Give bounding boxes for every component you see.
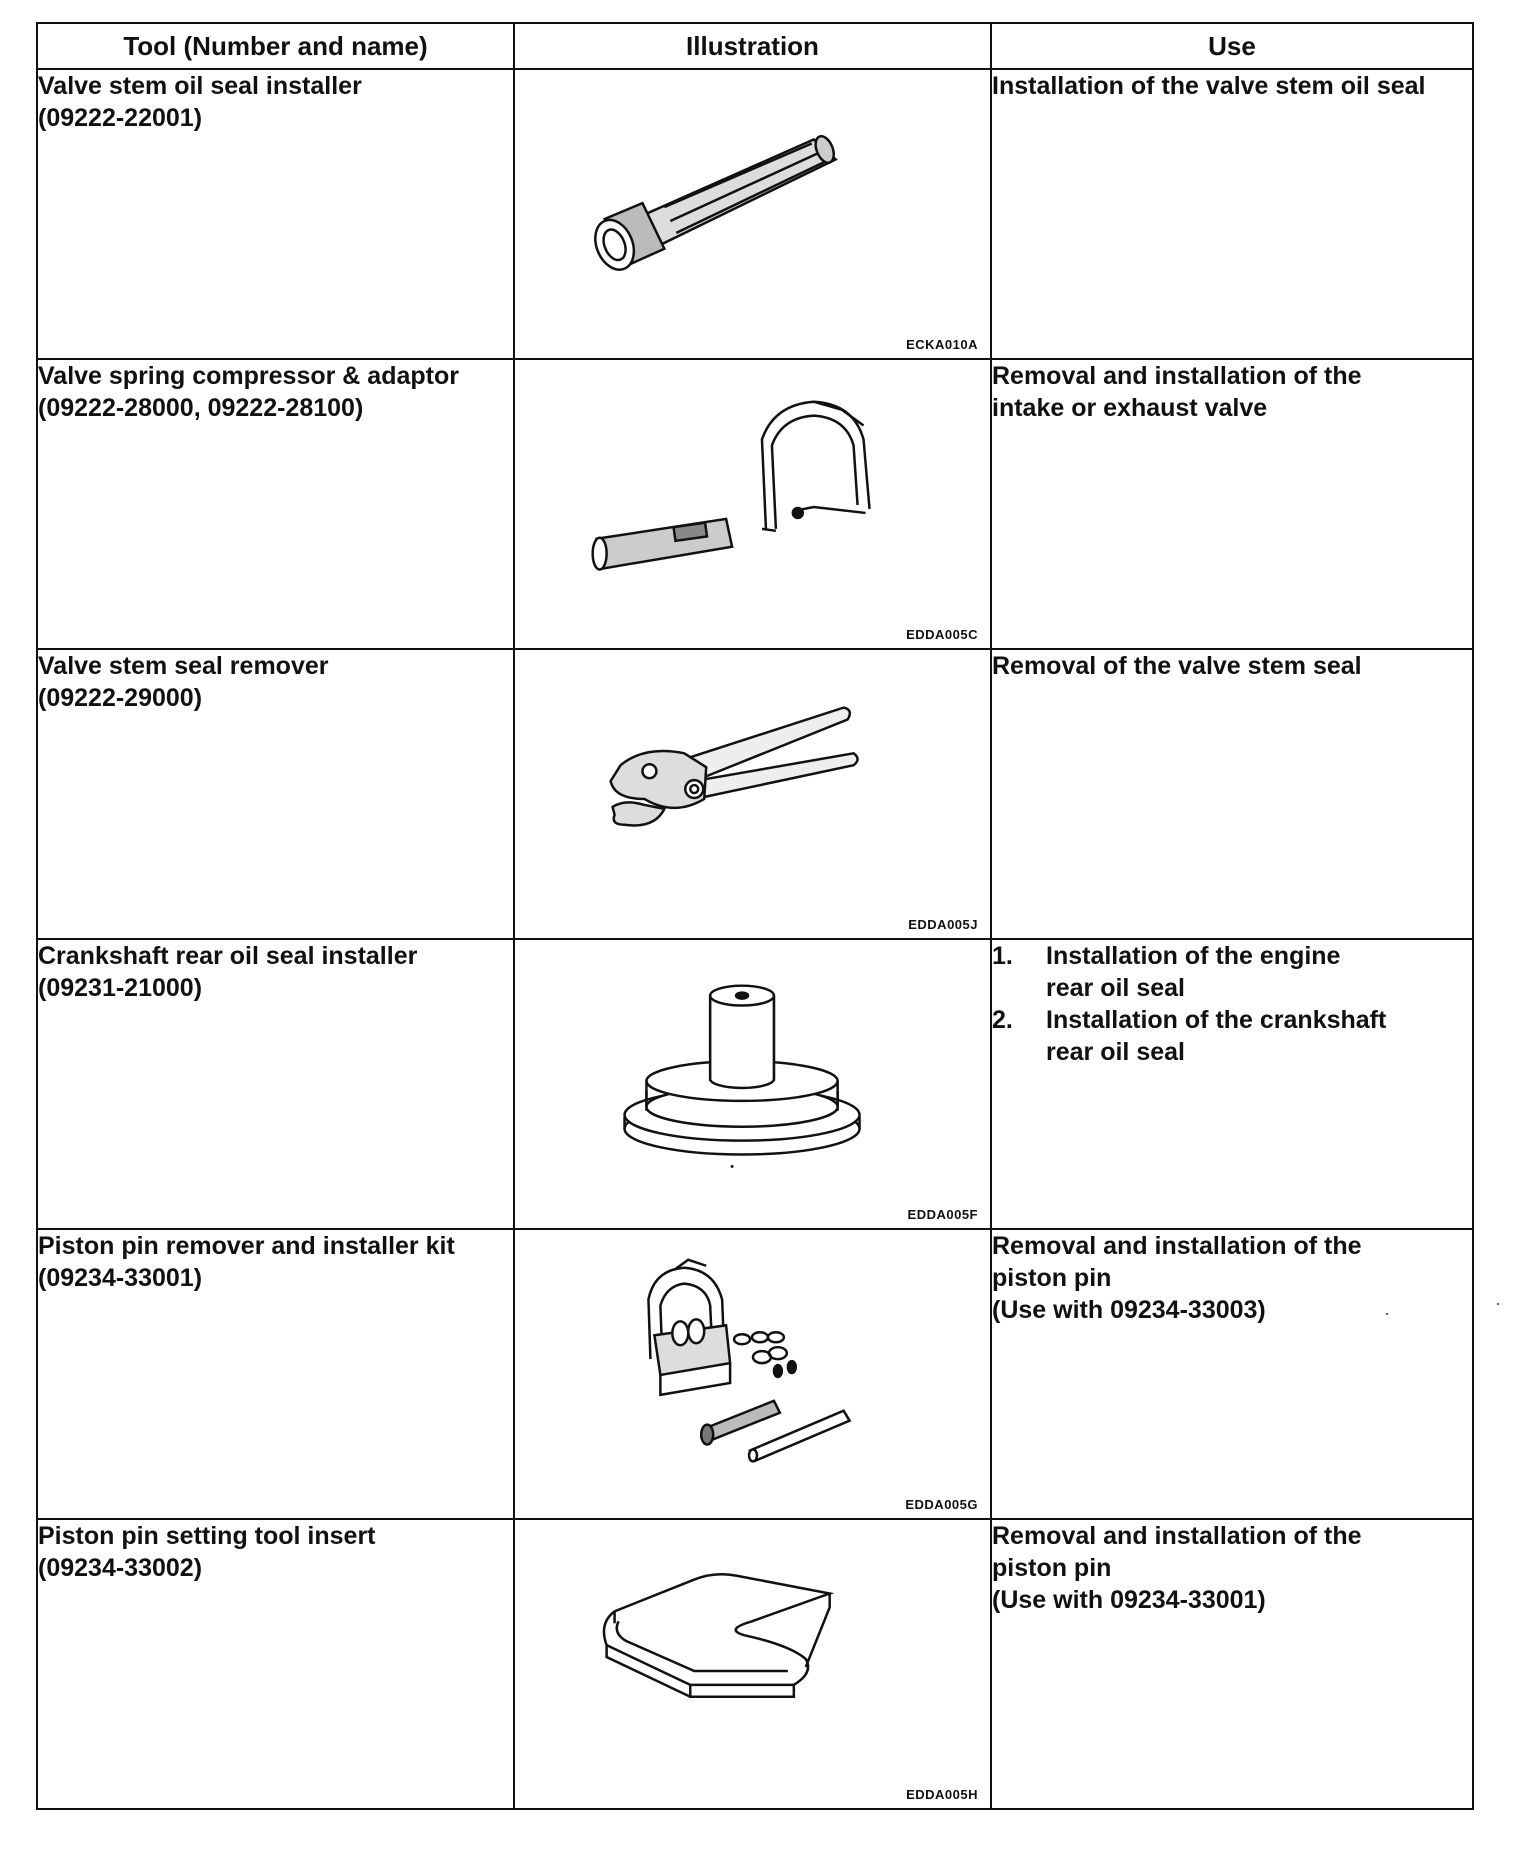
header-tool: Tool (Number and name)	[37, 23, 514, 69]
use-line: rear oil seal	[1046, 1038, 1185, 1066]
use-list-item	[992, 940, 1472, 1004]
scan-speck	[1497, 1303, 1499, 1305]
rear-seal-installer-illustration	[515, 940, 990, 1228]
use-line: intake or exhaust valve	[992, 394, 1268, 422]
special-tools-table	[36, 22, 1474, 1810]
use-cell	[991, 69, 1473, 359]
header-use: Use	[991, 23, 1473, 69]
use-line: rear oil seal	[1046, 974, 1185, 1002]
illustration-cell	[514, 939, 991, 1229]
use-list	[992, 940, 1472, 1068]
list-number: 2.	[992, 1006, 1013, 1034]
table-row	[37, 1229, 1473, 1519]
scan-speck	[1386, 1313, 1388, 1315]
use-line: (Use with 09234-33001)	[992, 1586, 1266, 1614]
tool-cell	[37, 1519, 514, 1809]
table-row	[37, 939, 1473, 1229]
list-number: 1.	[992, 942, 1013, 970]
tool-cell	[37, 69, 514, 359]
use-line: Installation of the crankshaft	[1046, 1006, 1387, 1034]
use-line: Removal and installation of the	[992, 1522, 1362, 1550]
figure-code: EDDA005G	[905, 1497, 978, 1512]
tool-number: (09234-33002)	[38, 1554, 203, 1582]
use-line: (Use with 09234-33003)	[992, 1296, 1266, 1324]
figure-code: ECKA010A	[906, 337, 978, 352]
table-row	[37, 69, 1473, 359]
figure-code: EDDA005J	[908, 917, 978, 932]
table-row	[37, 649, 1473, 939]
setting-tool-insert-illustration	[515, 1520, 990, 1808]
illustration-cell	[514, 1519, 991, 1809]
tool-cell	[37, 359, 514, 649]
tool-cell	[37, 939, 514, 1229]
piston-pin-kit-illustration	[515, 1230, 990, 1518]
use-cell	[991, 1519, 1473, 1809]
use-cell	[991, 359, 1473, 649]
illustration-cell	[514, 1229, 991, 1519]
tool-name: Valve spring compressor & adaptor	[38, 362, 459, 390]
use-line: piston pin	[992, 1264, 1112, 1292]
use-cell	[991, 1229, 1473, 1519]
table-row	[37, 1519, 1473, 1809]
seal-remover-illustration	[515, 650, 990, 938]
header-illustration: Illustration	[514, 23, 991, 69]
figure-code: EDDA005C	[906, 627, 978, 642]
seal-installer-illustration	[515, 70, 990, 358]
illustration-cell	[514, 69, 991, 359]
spring-compressor-illustration	[515, 360, 990, 648]
use-line: Installation of the engine	[1046, 942, 1341, 970]
illustration-cell	[514, 359, 991, 649]
use-cell	[991, 649, 1473, 939]
illustration-cell	[514, 649, 991, 939]
tool-number: (09231-21000)	[38, 974, 203, 1002]
table-row	[37, 359, 1473, 649]
tool-number: (09234-33001)	[38, 1264, 203, 1292]
figure-code: EDDA005H	[906, 1787, 978, 1802]
tool-number: (09222-28000, 09222-28100)	[38, 394, 364, 422]
use-line: Installation of the valve stem oil seal	[992, 72, 1426, 100]
tool-name: Piston pin setting tool insert	[38, 1522, 376, 1550]
use-line: piston pin	[992, 1554, 1112, 1582]
tool-number: (09222-22001)	[38, 104, 203, 132]
use-line: Removal and installation of the	[992, 362, 1362, 390]
header-row	[37, 23, 1473, 69]
use-line: Removal and installation of the	[992, 1232, 1362, 1260]
use-cell	[991, 939, 1473, 1229]
figure-code: EDDA005F	[907, 1207, 978, 1222]
tool-number: (09222-29000)	[38, 684, 203, 712]
tool-name: Crankshaft rear oil seal installer	[38, 942, 418, 970]
tool-cell	[37, 649, 514, 939]
tool-cell	[37, 1229, 514, 1519]
use-line: Removal of the valve stem seal	[992, 652, 1362, 680]
use-list-item	[992, 1004, 1472, 1068]
tool-name: Valve stem seal remover	[38, 652, 329, 680]
tool-name: Valve stem oil seal installer	[38, 72, 362, 100]
tool-name: Piston pin remover and installer kit	[38, 1232, 455, 1260]
